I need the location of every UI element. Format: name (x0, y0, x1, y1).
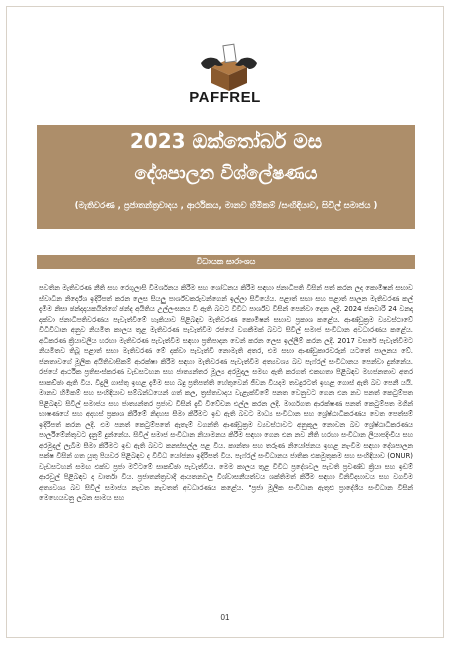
report-subtitle: (මැතිවරණ , ප්‍රජාතන්ත්‍රවාදය , ආර්ථිකය, මානව හිමිකම් /සංහිඳියාව, සිවිල් සමාජය ) (74, 201, 378, 211)
executive-summary-text: පවතින මැතිවරණ නීති සහ රෙගුලාසි විමර්ශනය කිරීම සහ ශෝධනය කිරීම සඳහා ජනාධිපති විසින් පත් කරන ලද කොමිෂන් සභාව ස්වාධීන නිර්දේශ ඉදිරිපත් කරන ලෙස සියලු පාර්ශ්වකරුවන්ගෙන් ඉල්ලා සිටියේය. පළාත් සභා සහ පළාත් පාලන මැතිවරණ කල් දැමීම නිසා ඡන්දදායකයින්ගේ ඡන්ද අයිතිය උල්ලංඝනය වී ඇති බවට විවිධ පාර්ශ්ව විසින් පෙන්වා දෙන ලදී. 2024 ජනවාරි 24 වනදා දක්වා ජනාධිපතිවරණය පැවැත්වීමේ හැකියාව පිළිබඳව මැතිවරණ කොමිෂන් සභාව ප්‍රකාශ කළේය. ආණ්ඩුක්‍රම ව්‍යවස්ථාවේ විධිවිධාන අනුව නියමිත කාලය තුළ මැතිවරණ පැවැත්වීම රජයේ වගකීමක් බවට සිවිල් සමාජ සංවිධාන අවධාරණය කළේය. අධිකරණ ක්‍රියාවලිය හරහා මැතිවරණ පැවැත්වීම සඳහා ප්‍රතිපාදන වෙන් කරන ලෙස ඉල්ලීම් කරන ලදී. 2017 වසරේ පැවැත්වීමට නියමිතව තිබූ පළාත් සභා මැතිවරණ මේ දක්වා පැවැත්වී නොමැති අතර, එම සභා ආණ්ඩුකාරවරුන් යටතේ පාලනය වේ. ජනතාවගේ මූලික අයිතිවාසිකම් ආරක්ෂා කිරීම සඳහා මැතිවරණ පැවැත්වීම අත්‍යවශ්‍ය බව පැෆ්රල් සංවිධානය පෙන්වා දුන්නේය. රජයේ ආර්ථික ප්‍රතිසංස්කරණ වැඩසටහන සහ ජාත්‍යන්තර මූල්‍ය අරමුදල සමඟ ඇති කරගත් එකඟතා පිළිබඳව මහජනතාව අතර සාකච්ඡා ඇති විය. විදුලි ගාස්තු ඉහළ දැමීම සහ බදු ප්‍රතිපත්ති හේතුවෙන් ජීවන වියදම තවදුරටත් ඉහළ ගොස් ඇති බව පෙනී යයි. මානව හිමිකම් සහ සංහිඳියාව සම්බන්ධයෙන් ගත් කල, ත්‍රස්තවාදය වැළැක්වීමේ පනත වෙනුවට ගෙන එන නව පනත් කෙටුම්පත පිළිබඳව සිවිල් සමාජය සහ ජාත්‍යන්තර ප්‍රජාව විසින් දැඩි විවේචන එල්ල කරන ලදී. මාර්ගගත ආරක්ෂණ පනත් කෙටුම්පත මගින් භාෂණයේ සහ අදහස් ප්‍රකාශ කිරීමේ නිදහස සීමා කිරීමට ඉඩ ඇති බවට මාධ්‍ය සංවිධාන සහ ශ්‍රේෂ්ඨාධිකරණය වෙත පෙත්සම් ඉදිරිපත් කරන ලදී. එම පනත් කෙටුම්පතේ ඇතැම් වගන්ති ආණ්ඩුක්‍රම ව්‍යවස්ථාවට අනුකූල නොවන බව ශ්‍රේෂ්ඨාධිකරණය පාර්ලිමේන්තුවට දැනුම් දුන්නේය. සිවිල් සමාජ සංවිධාන නියාමනය කිරීම සඳහා ගෙන එන නව නීති හරහා සංවිධාන ලියාපදිංචිය සහ අරමුදල් ලැබීම සීමා කිරීමට ඉඩ ඇති බවට කනස්සල්ල පළ විය. කාන්තා සහ තරුණ නියෝජනය ඉහළ නැංවීම සඳහා දේශපාලන පක්ෂ විසින් ගත යුතු පියවර පිළිබඳව ද විවිධ යෝජනා ඉදිරිපත් විය. පැෆ්රල් සංවිධානය ජාතික එකමුතුකම සහ සංහිඳියාව (ONUR) වැඩසටහන් සමඟ එක්ව ප්‍රජා මට්ටමේ සාකච්ඡා පැවැත්වීය. මෙම කාලය තුළ විවිධ ප්‍රදේශවල පැවති ප්‍රචණ්ඩ ක්‍රියා සහ ඉඩම් ආරවුල් පිළිබඳව ද වාර්තා විය. ප්‍රජාතන්ත්‍රවාදී ආයතනවල විශ්වාසනීයත්වය ශක්තිමත් කිරීම සඳහා විනිවිදභාවය සහ වගවීම අත්‍යවශ්‍ය බව සිවිල් සමාජය නැවත නැවතත් අවධාරණය කළේය. "ප්‍රජා මූලික සංවිධාන ඇතුළු ප්‍රාදේශීය සංවිධාන විසින් මෙහෙයවනු ලබන සාමය සහ (39, 284, 413, 502)
brand-name: PAFFREL (189, 89, 261, 106)
document-page (6, 6, 444, 638)
paffrel-logo-icon (197, 41, 261, 93)
section-heading: විධායක සාරාංශය (37, 255, 415, 269)
report-title-line2: දේශපාලන විශ්ලේෂණය (134, 163, 318, 184)
page-number: 01 (220, 613, 230, 622)
title-banner (37, 125, 415, 229)
report-title-line1: 2023 ඔක්තෝබර් මස (129, 129, 323, 153)
